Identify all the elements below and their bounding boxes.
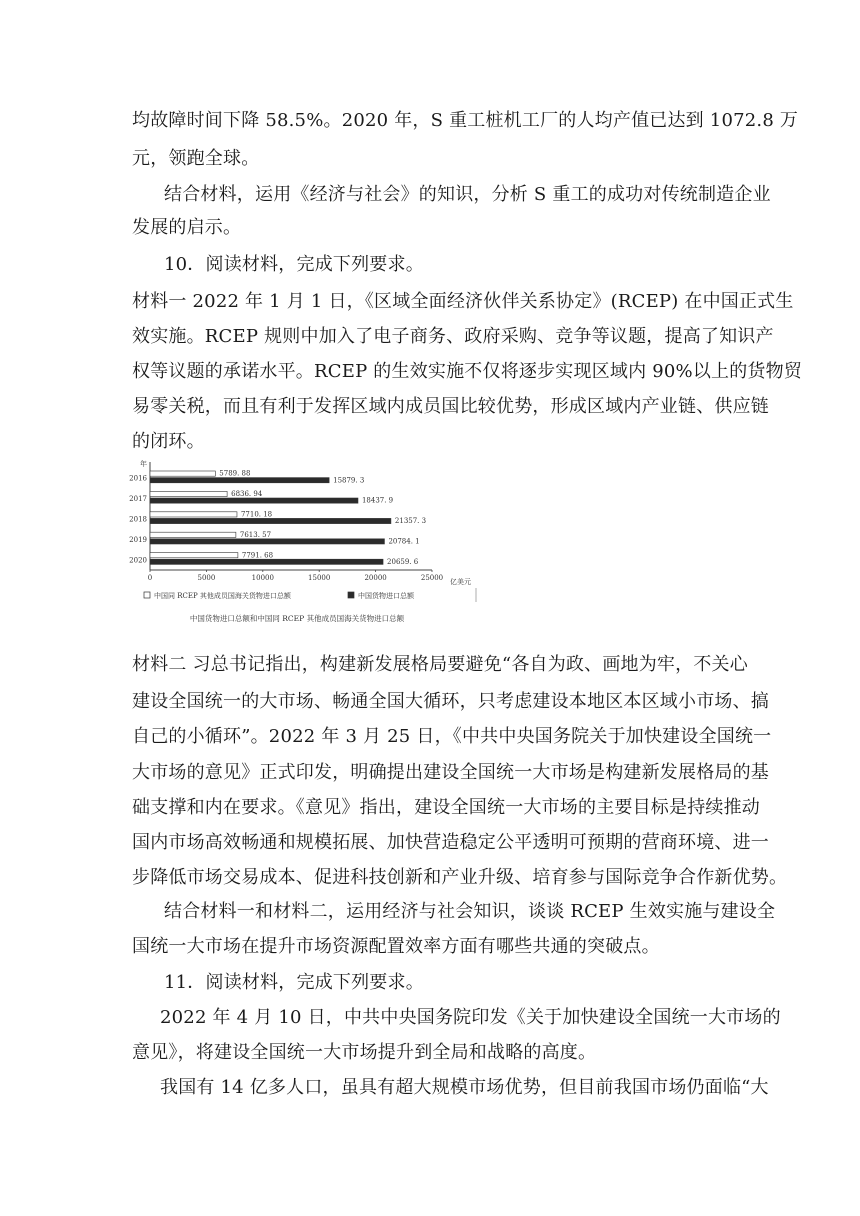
legend-swatch-rcep [144,592,150,598]
text-line: 均故障时间下降 58.5%。2020 年，S 重工桩机工厂的人均产值已达到 1072.8 万 [132,110,799,131]
total-import-value-label: 18437. 9 [361,496,394,505]
legend-label-rcep: 中国同 RCEP 其他成员国海关货物进口总额 [154,592,291,600]
text-line: 效实施。RCEP 规则中加入了电子商务、政府采购、竞争等议题，提高了知识产 [132,326,774,347]
legend-swatch-total [348,592,354,598]
import-bar-chart [122,458,492,630]
total-import-value-label: 20659. 6 [387,557,419,566]
text-line: 步降低市场交易成本、促进科技创新和产业升级、培育参与国际竞争合作新优势。 [132,867,788,888]
rcep-import-bar [150,512,237,517]
question-prompt: 结合材料，运用《经济与社会》的知识，分析 S 重工的成功对传统制造企业 [164,184,771,205]
category-label: 2017 [129,495,147,504]
x-tick-label: 10000 [251,574,274,582]
total-import-value-label: 20784. 1 [388,537,420,546]
legend-label-total: 中国货物进口总额 [358,592,414,600]
text-line: 我国有 14 亿多人口，虽具有超大规模市场优势，但目前我国市场仍面临“大 [160,1077,769,1098]
rcep-import-value-label: 7710. 18 [240,510,273,519]
rcep-import-value-label: 6836. 94 [231,490,263,499]
total-import-bar [150,539,384,544]
category-label: 2018 [129,515,147,524]
x-tick-label: 0 [147,574,153,582]
rcep-import-value-label: 7791. 68 [241,551,274,560]
chart-title: 中国货物进口总额和中国同 RCEP 其他成员国海关货物进口总额 [189,614,405,623]
total-import-bar [150,559,383,564]
text-line: 大市场的意见》正式印发，明确提出建设全国统一大市场是构建新发展格局的基 [132,762,769,783]
text-line: 自己的小循环”。2022 年 3 月 25 日，《中共中央国务院关于加快建设全国统一 [132,726,772,747]
text-line: 2022 年 4 月 10 日，中共中央国务院印发《关于加快建设全国统一大市场的 [160,1007,781,1028]
category-label: 2016 [129,474,147,483]
text-line: 意见》，将建设全国统一大市场提升到全局和战略的高度。 [132,1042,597,1063]
text-line: 材料一 2022 年 1 月 1 日，《区域全面经济伙伴关系协定》(RCEP) 在中国正式生 [132,291,794,312]
y-axis-label: 年 [140,460,147,468]
question-heading: 10．阅读材料，完成下列要求。 [164,254,424,275]
text-line: 材料二 习总书记指出，构建新发展格局要避免“各自为政、画地为牢，不关心 [132,654,748,675]
question-prompt: 国统一大市场在提升市场资源配置效率方面有哪些共通的突破点。 [132,936,660,957]
question-heading: 11．阅读材料，完成下列要求。 [164,972,424,993]
text-line: 权等议题的承诺水平。RCEP 的生效实施不仅将逐步实现区域内 90%以上的货物贸 [132,361,803,382]
question-prompt: 结合材料一和材料二，运用经济与社会知识，谈谈 RCEP 生效实施与建设全 [164,901,776,922]
total-import-value-label: 21357. 3 [394,517,427,526]
text-line: 易零关税，而且有利于发挥区域内成员国比较优势，形成区域内产业链、供应链 [132,396,769,417]
total-import-bar [150,498,358,503]
text-line: 国内市场高效畅通和规模拓展、加快营造稳定公平透明可预期的营商环境、进一 [132,832,769,853]
x-axis-unit: 亿美元 [450,578,471,586]
rcep-import-value-label: 7613. 57 [239,530,272,539]
total-import-bar [150,518,391,523]
rcep-import-value-label: 5789. 88 [219,469,251,478]
x-tick-label: 25000 [420,574,444,582]
text-line: 元，领跑全球。 [132,148,260,169]
x-tick-label: 20000 [364,574,387,582]
rcep-import-bar [150,491,227,496]
rcep-import-bar [150,553,238,558]
text-line: 建设全国统一的大市场、畅通全国大循环，只考虑建设本地区本区域小市场、搞 [132,691,769,712]
category-label: 2020 [129,556,147,565]
text-line: 础支撑和内在要求。《意见》指出，建设全国统一大市场的主要目标是持续推动 [132,797,760,818]
rcep-import-bar [150,471,215,476]
rcep-import-bar [150,532,236,537]
category-label: 2019 [129,535,147,544]
text-line: 的闭环。 [132,431,205,452]
x-tick-label: 15000 [308,574,331,582]
x-tick-label: 5000 [197,574,216,582]
total-import-value-label: 15879. 3 [333,476,365,485]
question-prompt: 发展的启示。 [132,217,242,238]
total-import-bar [150,478,329,483]
